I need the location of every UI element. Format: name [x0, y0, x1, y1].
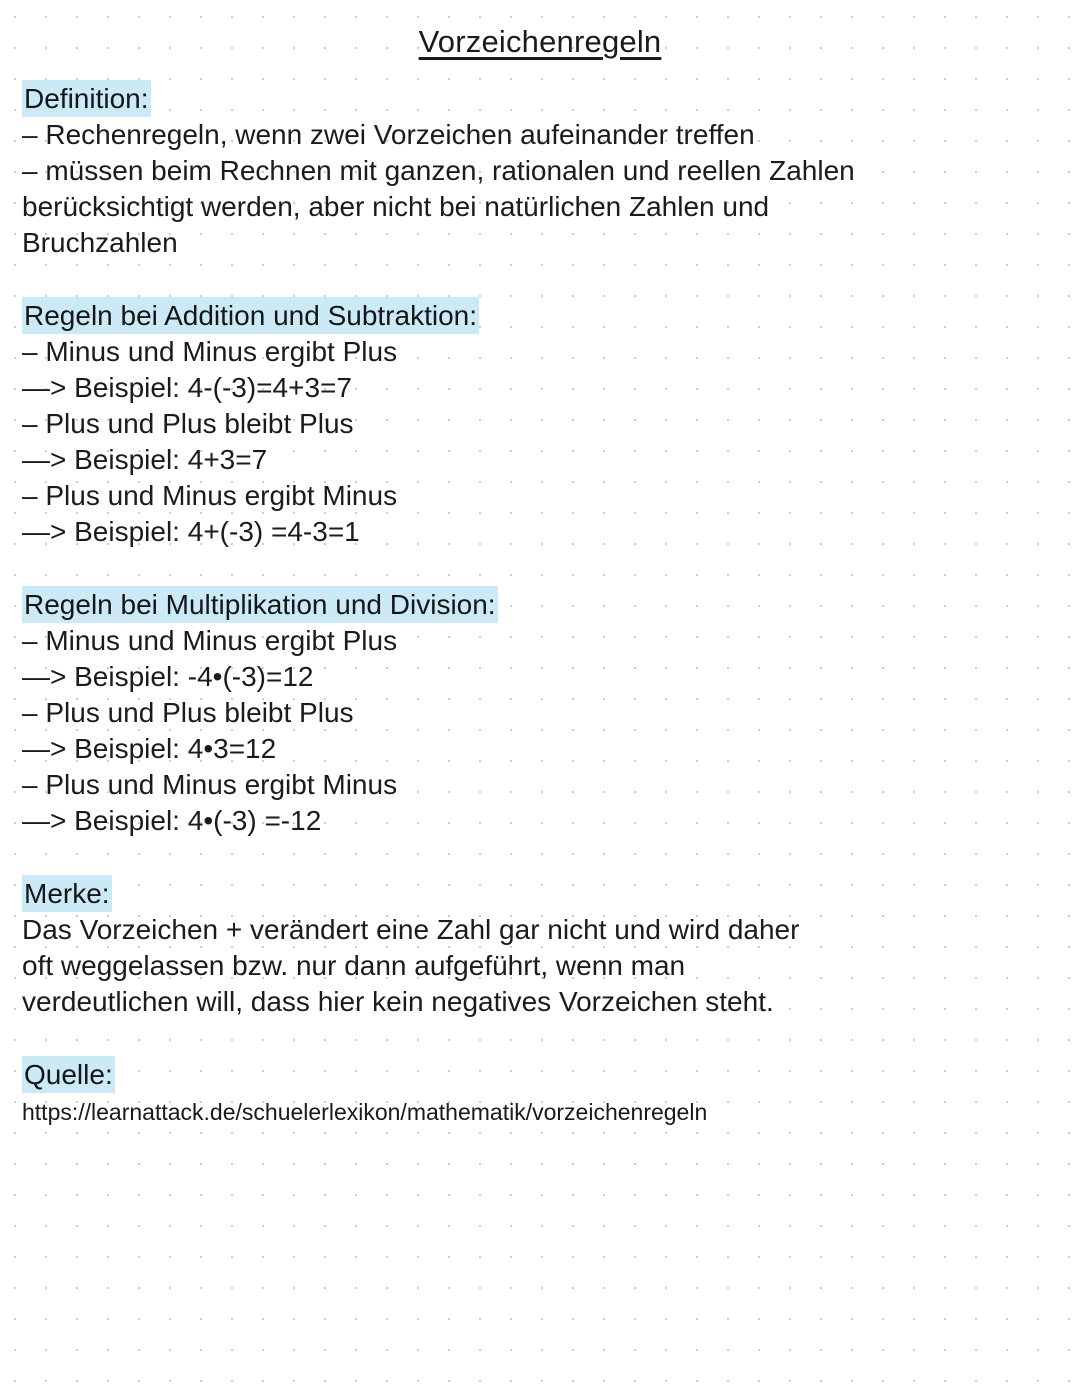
section-heading-wrapper	[22, 80, 1058, 117]
section-quelle	[22, 1056, 1058, 1129]
text-line: verdeutlichen will, dass hier kein negatives Vorzeichen steht.	[22, 986, 774, 1017]
text-line: Bruchzahlen	[22, 227, 178, 258]
section-definition	[22, 80, 1058, 261]
section-heading: Merke:	[22, 875, 112, 912]
text-line: – Rechenregeln, wenn zwei Vorzeichen aufeinander treffen	[22, 119, 755, 150]
text-line: —> Beispiel: 4•(-3) =-12	[22, 805, 322, 836]
section-merke	[22, 875, 1058, 1020]
text-line: – Plus und Plus bleibt Plus	[22, 697, 354, 728]
spacer	[22, 1020, 1058, 1056]
section-heading: Regeln bei Addition und Subtraktion:	[22, 297, 479, 334]
text-line: – Minus und Minus ergibt Plus	[22, 625, 398, 656]
spacer	[22, 261, 1058, 297]
text-line: —> Beispiel: 4+(-3) =4-3=1	[22, 516, 360, 547]
section-heading-wrapper	[22, 1056, 1058, 1093]
text-line: Das Vorzeichen + verändert eine Zahl gar nicht und wird daher	[22, 914, 800, 945]
text-line: – Plus und Plus bleibt Plus	[22, 408, 354, 439]
section-addition-subtraktion	[22, 297, 1058, 550]
section-heading-wrapper	[22, 297, 1058, 334]
text-line: —> Beispiel: 4-(-3)=4+3=7	[22, 372, 352, 403]
source-heading: Quelle:	[22, 1056, 115, 1093]
section-heading: Regeln bei Multiplikation und Division:	[22, 586, 498, 623]
section-heading-wrapper	[22, 875, 1058, 912]
text-line: – müssen beim Rechnen mit ganzen, rationalen und reellen Zahlen	[22, 155, 855, 186]
text-line: oft weggelassen bzw. nur dann aufgeführt, wenn man	[22, 950, 686, 981]
text-line: – Plus und Minus ergibt Minus	[22, 769, 398, 800]
spacer	[22, 550, 1058, 586]
source-url[interactable]: https://learnattack.de/schuelerlexikon/mathematik/vorzeichenregeln	[22, 1099, 708, 1125]
text-line: berücksichtigt werden, aber nicht bei natürlichen Zahlen und	[22, 191, 770, 222]
section-heading: Definition:	[22, 80, 151, 117]
text-line: – Minus und Minus ergibt Plus	[22, 336, 398, 367]
spacer	[22, 839, 1058, 875]
text-line: —> Beispiel: 4•3=12	[22, 733, 277, 764]
text-line: —> Beispiel: 4+3=7	[22, 444, 268, 475]
text-line: —> Beispiel: -4•(-3)=12	[22, 661, 314, 692]
section-multiplikation-division	[22, 586, 1058, 839]
page-title: Vorzeichenregeln	[418, 24, 662, 59]
text-line: – Plus und Minus ergibt Minus	[22, 480, 398, 511]
section-heading-wrapper	[22, 586, 1058, 623]
